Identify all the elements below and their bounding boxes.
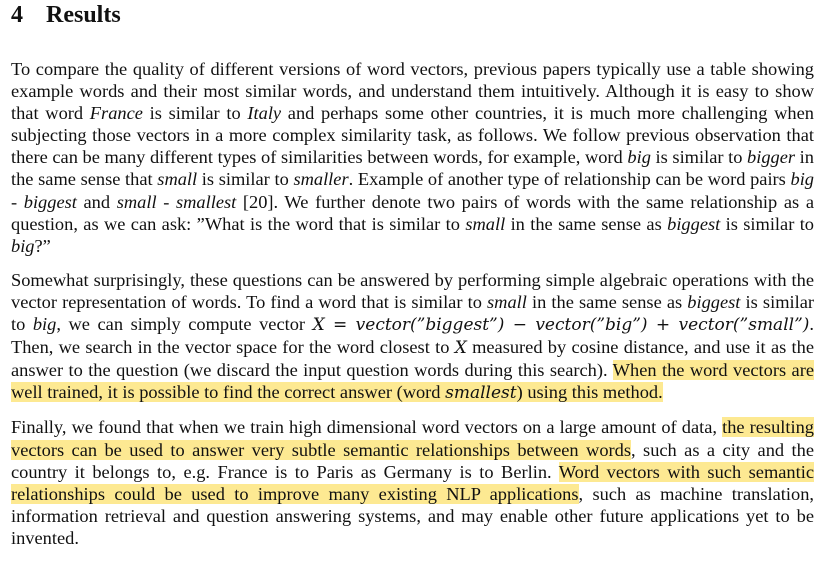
term-pair-big-biggest: big - biggest — [11, 169, 815, 212]
text-run: measured by cosine distance, and use it as the answer to the question (we discard the input question words during this search). — [11, 337, 814, 381]
term-biggest: biggest — [687, 291, 741, 312]
highlight: Word vectors with such semantic relationships could be used to improve many existing NLP applications — [11, 461, 814, 504]
text-run: , we can simply compute vector — [56, 314, 313, 335]
text-run: , such as machine translation, information retrieval and question answering systems, and may enable other future applications yet to be invented. — [11, 483, 814, 548]
text-run: and perhaps some other countries, it is much more challenging when subjecting those vectors in a more complex similarity task, as follows. We follow previous observation that there can be many different types of similarities between words, for example, word — [11, 103, 814, 168]
text-run: and — [76, 191, 117, 212]
term-big: big — [11, 235, 35, 256]
term-big: big — [32, 314, 57, 335]
section-number: 4 — [11, 2, 23, 28]
term-smaller: smaller — [293, 169, 349, 190]
term-italy: Italy — [247, 103, 282, 124]
term-bigger: bigger — [747, 147, 796, 168]
text-run: To compare the quality of different versions of word vectors, previous papers typically use a table showing example words and their most similar words, and understand them intuitively. Although it is easy to show that word — [11, 59, 814, 124]
term-pair-small-smallest: small - smallest — [116, 191, 237, 212]
text-run: ?” — [34, 235, 51, 256]
text-run: is similar to — [720, 213, 814, 234]
text-run: is similar to — [650, 147, 748, 168]
highlight: the resulting vectors can be used to answer very subtle semantic relationships between words — [11, 417, 814, 460]
term-big: big — [627, 147, 651, 168]
term-biggest: biggest — [667, 213, 721, 234]
term-small: small — [157, 169, 198, 190]
text-run: . Example of another type of relationship can be word pairs — [348, 169, 791, 190]
section-heading — [11, 0, 814, 33]
text-run: Finally, we found that when we train high dimensional word vectors on a large amount of data, — [11, 417, 723, 438]
text-run: in the same sense as — [505, 213, 668, 234]
highlight-text: ) using this method. — [516, 382, 663, 403]
text-run: is similar to — [142, 103, 248, 124]
highlight-text: When the word vectors are well trained, it is possible to find the correct answer (word — [11, 360, 815, 403]
text-run: is similar to — [197, 169, 294, 190]
text-run: in the same sense that — [11, 147, 814, 190]
term-france: France — [89, 103, 143, 124]
paragraph-1 — [11, 58, 814, 257]
term-small: small — [487, 291, 527, 312]
text-run: , such as a city and the country it belongs to, e.g. France is to Paris as Germany is to Berlin. — [11, 439, 814, 482]
section-title: Results — [46, 2, 121, 28]
paragraph-3 — [11, 416, 814, 549]
vector-formula: X = vector(”biggest”) − vector(”big”) + vector(”small”) — [312, 315, 810, 336]
text-run: Somewhat surprisingly, these questions can be answered by performing simple algebraic operations with the vector representation of words. To find a word that is similar to — [11, 269, 814, 312]
text-run: in the same sense as — [526, 291, 688, 312]
text-run: . Then, we search in the vector space for the word closest to — [11, 314, 815, 358]
math-x: X — [454, 338, 467, 359]
paper-page — [11, 0, 814, 549]
text-run: [20]. We further denote two pairs of words with the same relationship as a question, as we can ask: ”What is the word that is similar to — [11, 191, 814, 234]
term-small: small — [465, 213, 506, 234]
text-run: is similar to — [11, 291, 814, 335]
math-smallest: smallest — [445, 383, 517, 404]
paragraph-2 — [11, 269, 814, 405]
